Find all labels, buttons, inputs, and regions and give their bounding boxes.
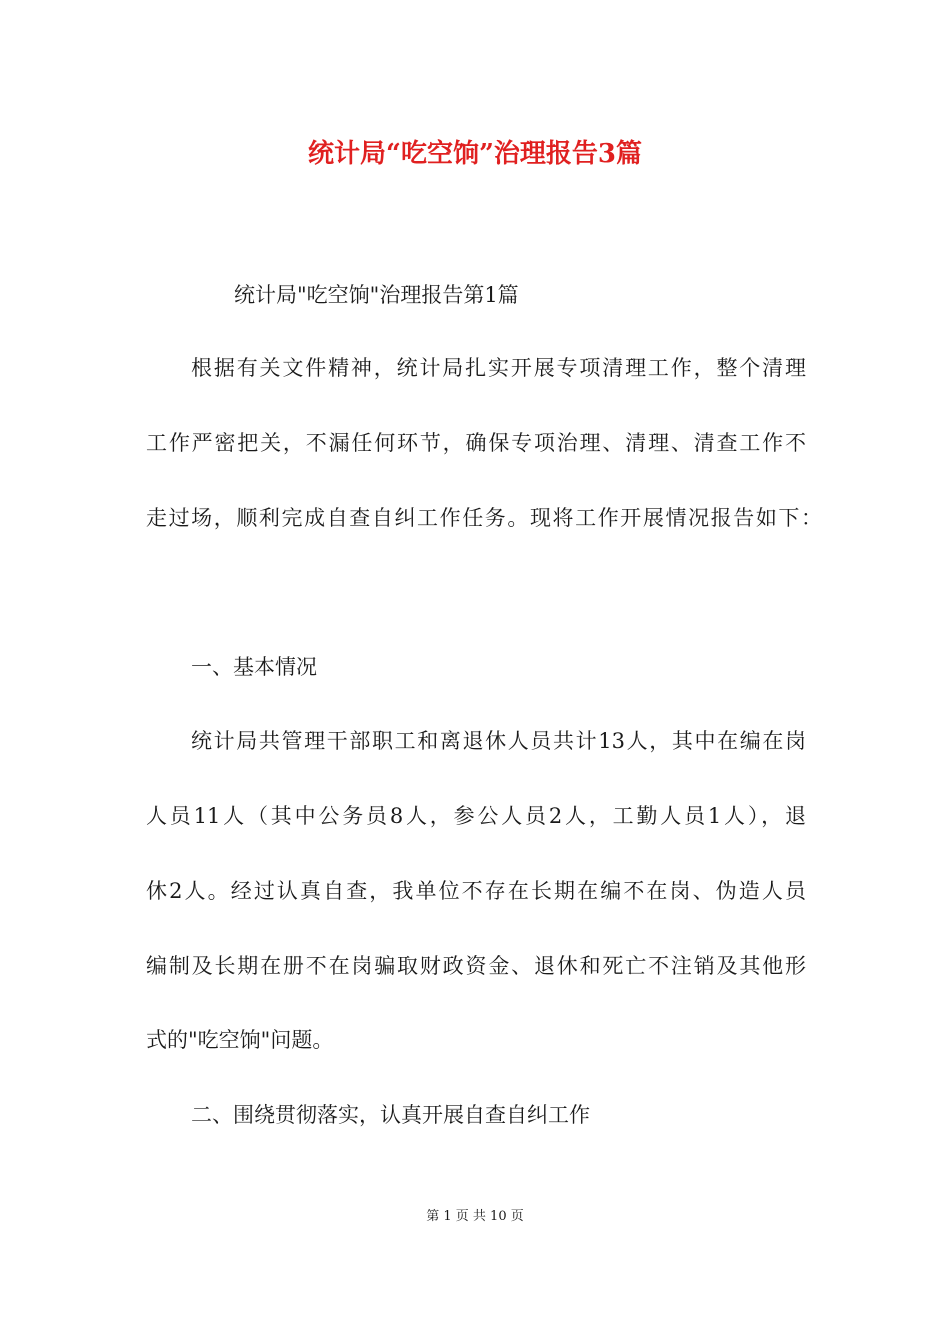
paragraph-2-line-2: 人员11人（其中公务员8人，参公人员2人，工勤人员1人），退	[146, 804, 806, 828]
paragraph-2-line-3: 休2人。经过认真自查，我单位不存在长期在编不在岗、伪造人员	[146, 879, 806, 903]
paragraph-1-line-2: 工作严密把关，不漏任何环节，确保专项治理、清理、清查工作不	[146, 431, 806, 455]
paragraph-1-line-1: 根据有关文件精神，统计局扎实开展专项清理工作，整个清理	[191, 356, 806, 380]
paragraph-2-line-4: 编制及长期在册不在岗骗取财政资金、退休和死亡不注销及其他形	[146, 954, 806, 978]
section-1-heading: 一、基本情况	[191, 655, 317, 679]
paragraph-2-line-1: 统计局共管理干部职工和离退休人员共计13人，其中在编在岗	[191, 729, 806, 753]
document-title: 统计局“吃空饷”治理报告3篇	[307, 139, 642, 169]
paragraph-2-line-5: 式的"吃空饷"问题。	[146, 1028, 334, 1052]
paragraph-1-line-3: 走过场，顺利完成自查自纠工作任务。现将工作开展情况报告如下：	[146, 506, 822, 530]
document-subtitle: 统计局"吃空饷"治理报告第1篇	[234, 283, 519, 307]
section-2-heading: 二、围绕贯彻落实，认真开展自查自纠工作	[191, 1103, 590, 1127]
page-footer: 第 1 页 共 10 页	[426, 1209, 524, 1224]
